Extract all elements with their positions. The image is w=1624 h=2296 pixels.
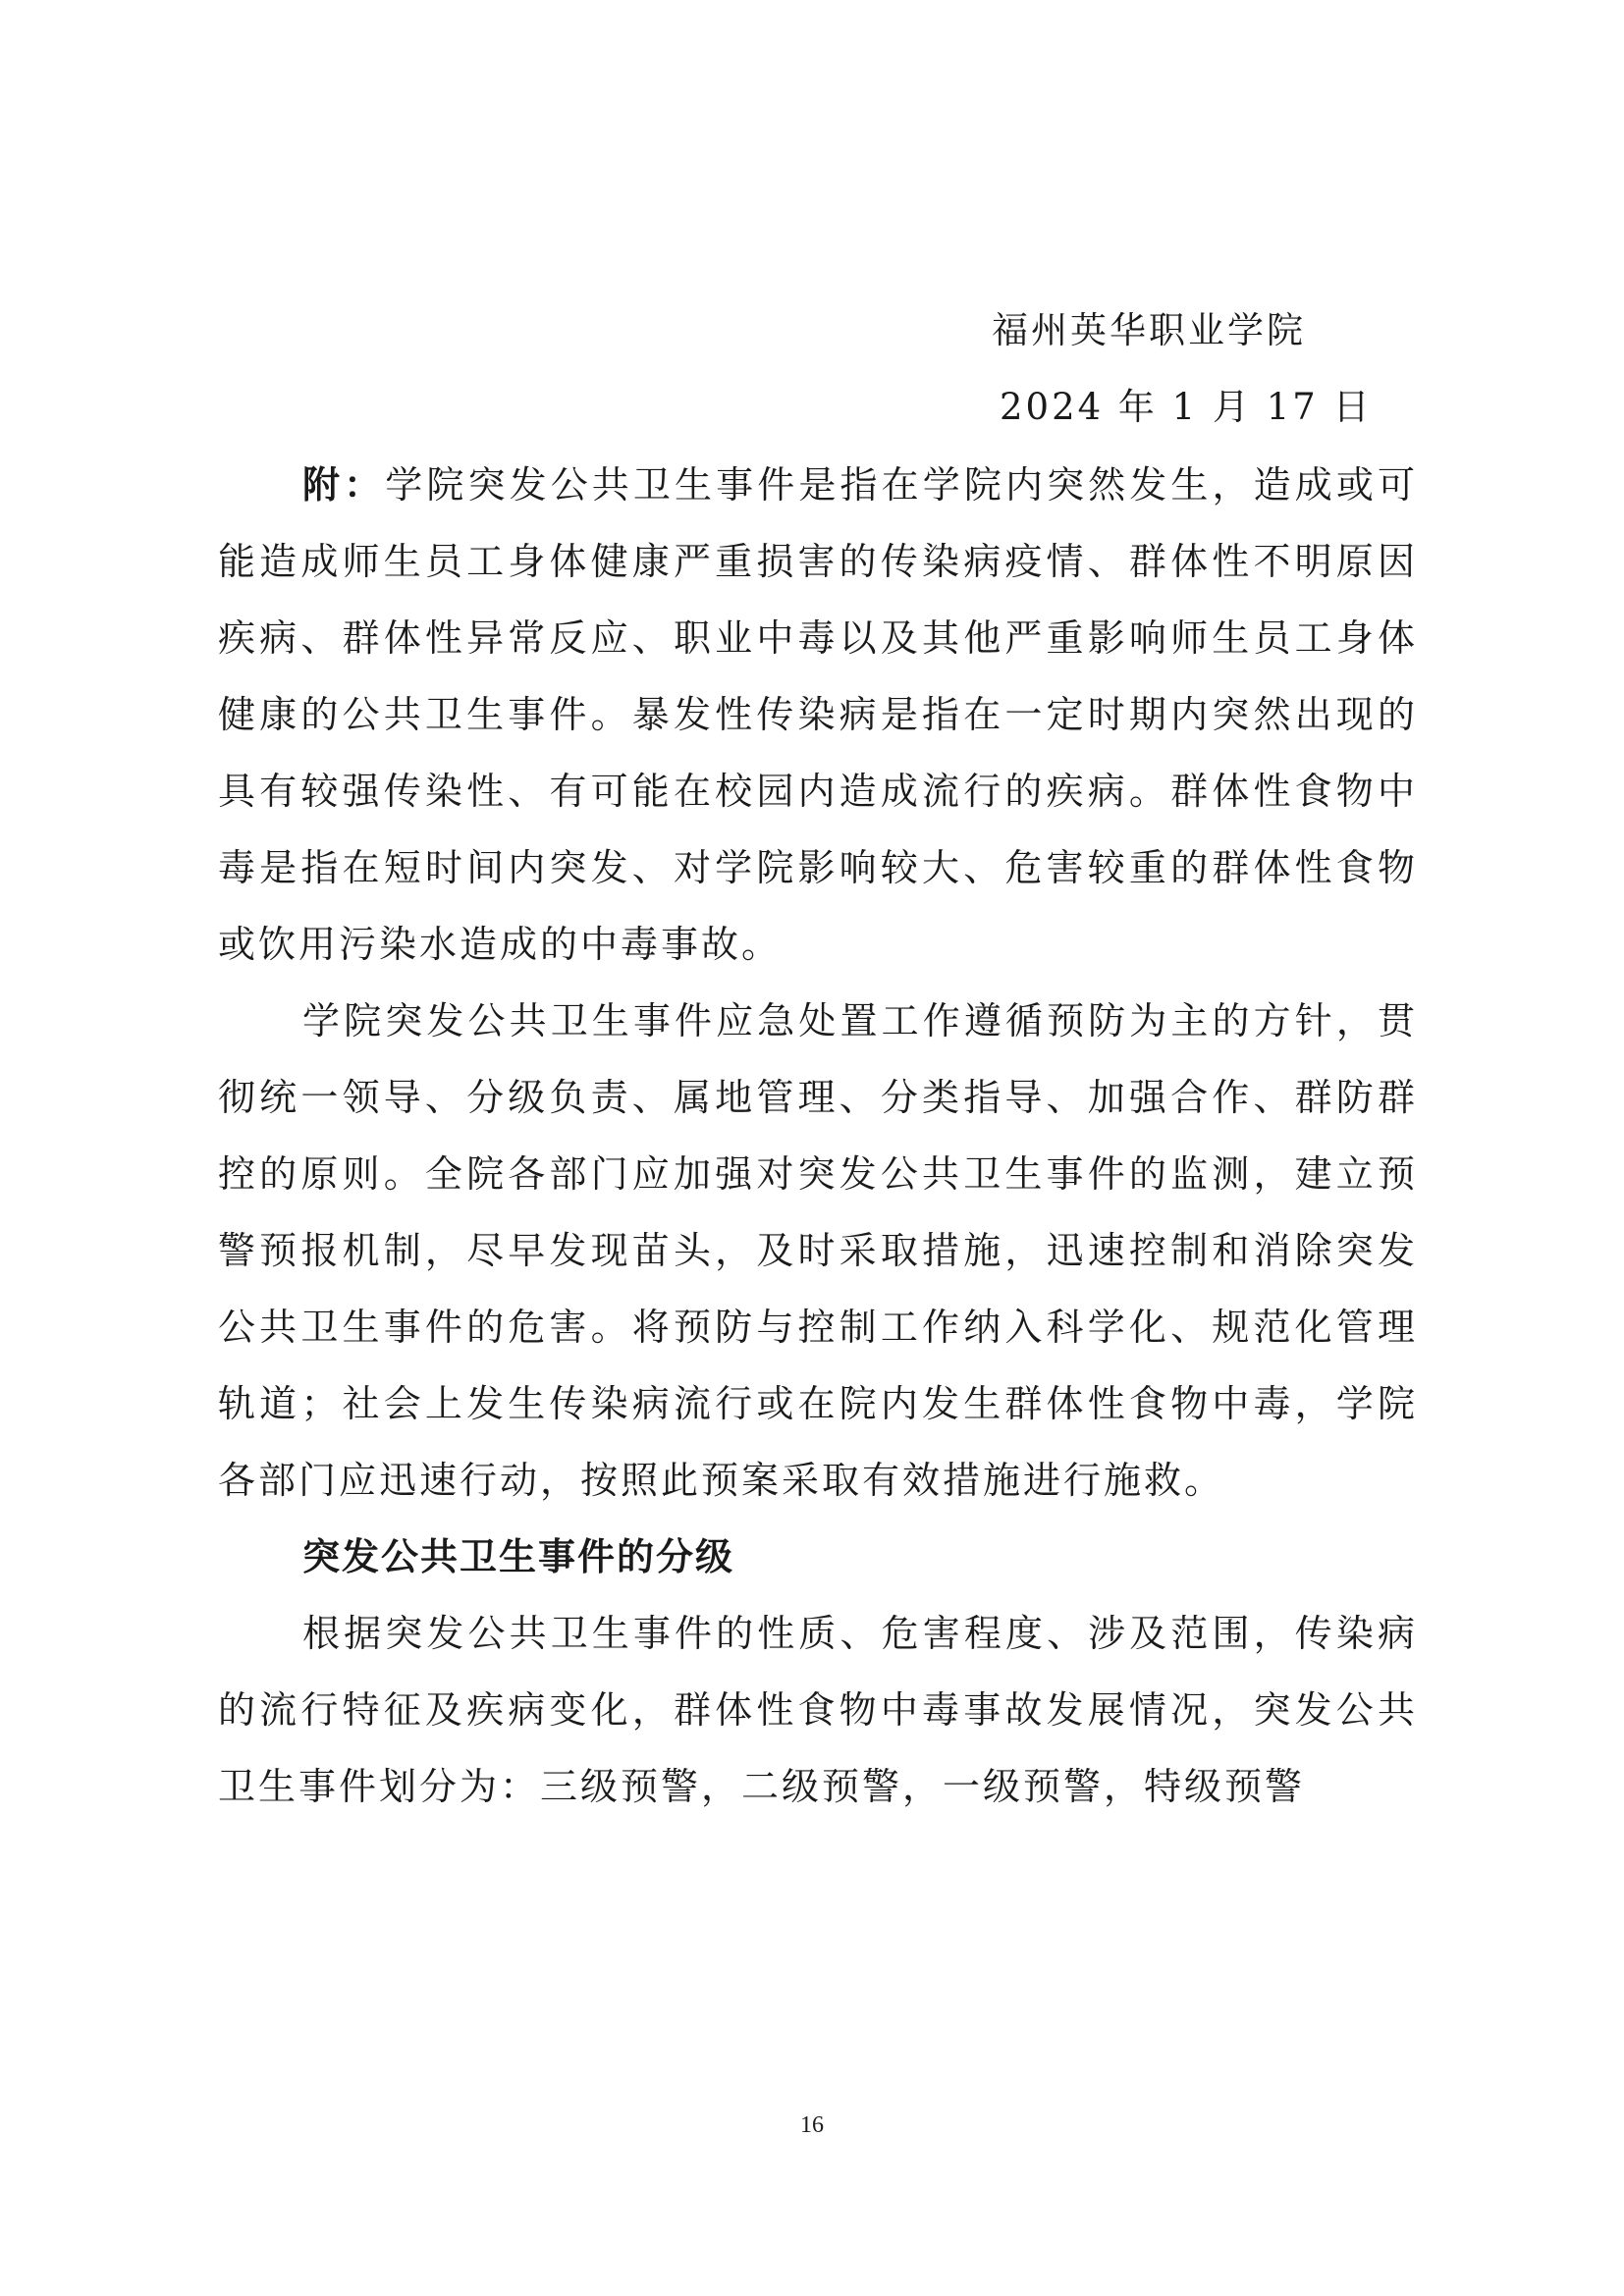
appendix-label: 附： [302, 463, 386, 507]
section-heading: 突发公共卫生事件的分级 [302, 1535, 735, 1578]
document-body [218, 447, 1418, 1825]
page-number: 16 [800, 2112, 824, 2138]
appendix-text: 学院突发公共卫生事件是指在学院内突然发生，造成或可能造成师生员工身体健康严重损害的传染病疫情、群体性不明原因疾病、群体性异常反应、职业中毒以及其他严重影响师生员工身体健康的公共卫生事件。暴发性传染病是指在一定时期内突然出现的具有较强传染性、有可能在校园内造成流行的疾病。群体性食物中毒是指在短时间内突发、对学院影响较大、危害较重的群体性食物或饮用污染水造成的中毒事故。 [218, 463, 1418, 966]
signature-organization: 福州英华职业学院 [992, 309, 1306, 351]
appendix-paragraph [218, 447, 1418, 983]
classification-paragraph: 根据突发公共卫生事件的性质、危害程度、涉及范围，传染病的流行特征及疾病变化，群体性食物中毒事故发展情况，突发公共卫生事件划分为：三级预警，二级预警，一级预警，特级预警 [218, 1612, 1418, 1808]
signature-date: 2024 年 1 月 17 日 [1000, 386, 1373, 428]
principles-paragraph: 学院突发公共卫生事件应急处置工作遵循预防为主的方针，贯彻统一领导、分级负责、属地管理、分类指导、加强合作、群防群控的原则。全院各部门应加强对突发公共卫生事件的监测，建立预警预报机制，尽早发现苗头，及时采取措施，迅速控制和消除突发公共卫生事件的危害。将预防与控制工作纳入科学化、规范化管理轨道；社会上发生传染病流行或在院内发生群体性食物中毒，学院各部门应迅速行动，按照此预案采取有效措施进行施救。 [218, 999, 1418, 1502]
